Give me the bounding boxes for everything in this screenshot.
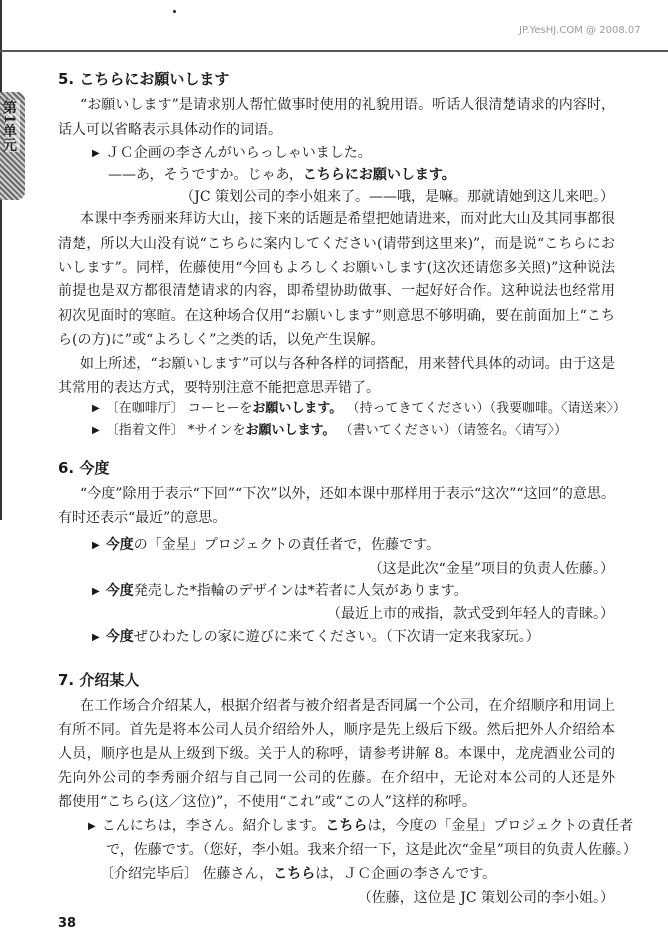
scan-speck: [173, 10, 176, 13]
scan-edge: [0, 0, 2, 520]
section-7-title: 7. 介绍某人: [58, 671, 140, 689]
section-5-title: 5. こちらにお願いします: [58, 70, 230, 88]
example-line: ▶ ＪＣ企画の李さんがいらっしゃいました。: [92, 145, 372, 161]
paragraph-line: 先向外公司的李秀丽介绍与自己同一公司的佐藤。在介绍中，无论对本公司的人还是外: [58, 770, 615, 786]
example-line: ▶ 〔在咖啡厅〕 コーヒーをお願いします。 （持ってきてください）（我要咖啡。〈请送来〉）: [92, 401, 626, 416]
unit-side-tab-label: 第1单元: [5, 100, 20, 152]
paragraph-line: “お願いします”是请求别人帮忙做事时使用的礼貌用语。听话人很清楚请求的内容时，: [80, 97, 615, 113]
paragraph-line: 其常用的表达方式，要特别注意不能把意思弄错了。: [58, 380, 380, 396]
paragraph-line: 清楚，所以大山没有说“こちらに案内してください(请带到这里来)”，而是说“こちらにお: [58, 236, 615, 252]
paragraph-line: “今度”除用于表示“下回”“下次”以外，还如本课中那样用于表示“这次”“这回”的意思。: [80, 486, 615, 502]
section-6-title: 6. 今度: [58, 459, 110, 477]
example-line: で，佐藤です。（您好，李小姐。我来介绍一下，这是此次“金星”项目的负责人佐藤。）: [106, 842, 637, 858]
bullet-triangle-icon: ▶: [92, 540, 100, 551]
paragraph-line: 都使用“こちら(这／这位)”，不使用“これ”或“この人”这样的称呼。: [58, 794, 476, 810]
example-translation: （JC 策划公司的李小姐来了。——哦，是嘛。那就请她到这儿来吧。）: [180, 189, 614, 205]
example-translation: （佐藤，这位是 JC 策划公司的李小姐。）: [357, 890, 614, 906]
bullet-triangle-icon: ▶: [92, 403, 100, 414]
bullet-triangle-icon: ▶: [88, 821, 96, 832]
page-number: 38: [58, 916, 77, 931]
example-line: ▶ 今度発売した*指輪のデザインは*若者に人気があります。: [92, 583, 468, 599]
example-translation: （最近上市的戒指，款式受到年轻人的青睐。）: [327, 606, 614, 622]
bullet-triangle-icon: ▶: [92, 148, 100, 159]
paragraph-line: いします”。同样，佐藤使用“今回もよろしくお願いします(这次还请您多关照)”这种说法: [58, 260, 615, 276]
paragraph-line: 前提也是双方都很清楚请求的内容，即希望协助做事、一起好好合作。这种说法也经常用: [58, 283, 615, 299]
bullet-triangle-icon: ▶: [92, 586, 100, 597]
example-translation: （这是此次“金星”项目的负责人佐藤。）: [368, 561, 614, 577]
paragraph-line: 有所不同。首先是将本公司人员介绍给外人，顺序是先上级后下级。然后把外人介绍给本: [58, 722, 615, 738]
paragraph-line: 人员，顺序也是从上级到下级。关于人的称呼，请参考讲解 8。本课中，龙虎酒业公司的: [58, 746, 615, 762]
watermark: JP.YesHJ.COM @ 2008.07: [519, 25, 641, 36]
paragraph-line: 本课中李秀丽来拜访大山，接下来的话题是希望把她请进来，而对此大山及其同事都很: [80, 211, 615, 227]
example-line: ▶ こんにちは，李さん。紹介します。こちらは，今度の「金星」プロジェクトの責任者: [88, 818, 634, 834]
paragraph-line: ら(の方)に”或“よろしく”之类的话，以免产生误解。: [58, 332, 385, 348]
example-line: ▶ 〔指着文件〕 *サインをお願いします。 （書いてください）（请签名。〈请写〉）: [92, 423, 568, 438]
paragraph-line: 话人可以省略表示具体动作的词语。: [58, 122, 282, 138]
paragraph-line: 有时还表示“最近”的意思。: [58, 510, 227, 526]
paragraph-line: 如上所述，“お願いします”可以与各种各样的词搭配，用来替代具体的动词。由于这是: [80, 356, 615, 372]
example-line: ——あ，そうですか。じゃあ，こちらにお願いします。: [108, 167, 456, 183]
paragraph-line: 在工作场合介绍某人，根据介绍者与被介绍者是否同属一个公司，在介绍顺序和用词上: [80, 698, 615, 714]
paragraph-line: 初次见面时的寒暄。在这种场合仅用“お願いします”则意思不够明确，要在前面加上“こち: [58, 308, 615, 324]
bullet-triangle-icon: ▶: [92, 632, 100, 643]
example-line: ▶ 今度の「金星」プロジェクトの責任者で，佐藤です。: [92, 537, 441, 553]
unit-side-tab: [0, 92, 25, 200]
header-rule: [0, 50, 668, 52]
bullet-triangle-icon: ▶: [92, 425, 100, 436]
example-line: ▶ 今度ぜひわたしの家に遊びに来てください。（下次请一定来我家玩。）: [92, 629, 540, 645]
example-line: 〔介绍完毕后〕 佐藤さん，こちらは，ＪＣ企画の李さんです。: [100, 866, 497, 882]
